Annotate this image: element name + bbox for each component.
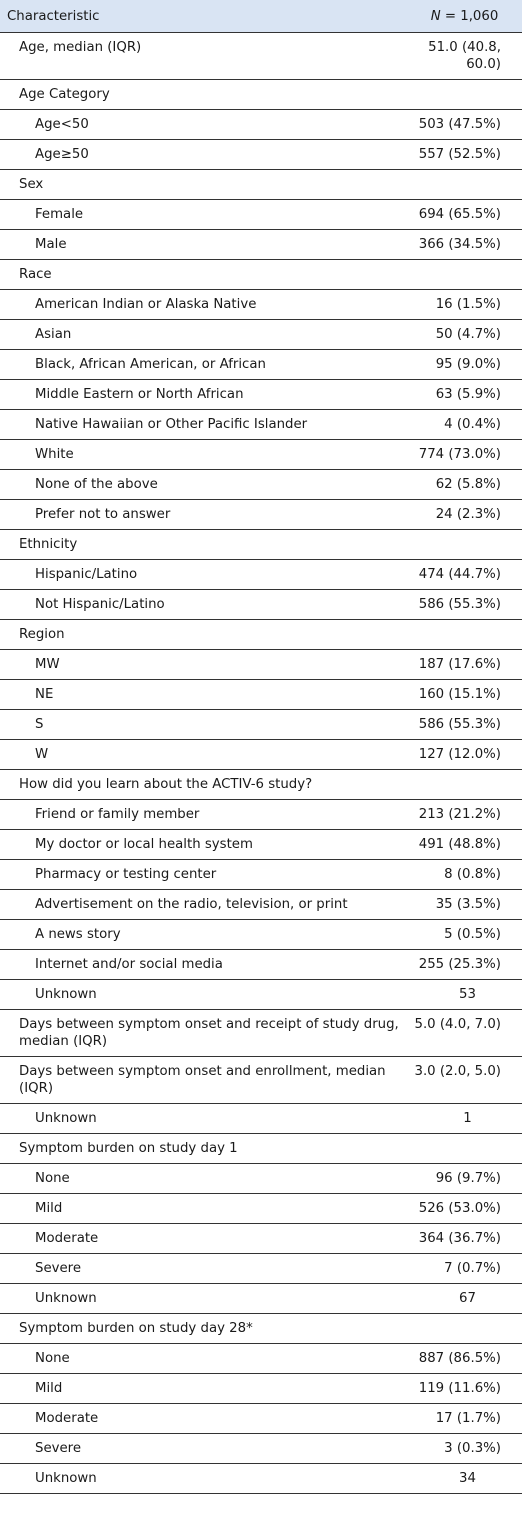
table-row: [0, 379, 522, 409]
table-row: [0, 319, 522, 349]
row-value: 127 (12.0%): [407, 739, 522, 769]
row-label: My doctor or local health system: [0, 829, 407, 859]
row-value: 694 (65.5%): [407, 199, 522, 229]
header-n-symbol: N: [430, 9, 441, 24]
table-row: [0, 1463, 522, 1493]
row-label: Age Category: [0, 79, 407, 109]
table-header-row: [0, 0, 522, 32]
table-row: [0, 1163, 522, 1193]
row-label: Hispanic/Latino: [0, 559, 407, 589]
table-row: [0, 469, 522, 499]
row-label: Female: [0, 199, 407, 229]
row-value: 119 (11.6%): [407, 1373, 522, 1403]
row-label: Asian: [0, 319, 407, 349]
row-value: 586 (55.3%): [407, 709, 522, 739]
row-label: Symptom burden on study day 28*: [0, 1313, 407, 1343]
row-value: 5 (0.5%): [407, 919, 522, 949]
row-label: Age<50: [0, 109, 407, 139]
header-sample-size: [407, 0, 522, 32]
row-value: 586 (55.3%): [407, 589, 522, 619]
row-label: Black, African American, or African: [0, 349, 407, 379]
row-value: 35 (3.5%): [407, 889, 522, 919]
row-label: Ethnicity: [0, 529, 407, 559]
row-value: 24 (2.3%): [407, 499, 522, 529]
row-value: 17 (1.7%): [407, 1403, 522, 1433]
row-label: Middle Eastern or North African: [0, 379, 407, 409]
table-row: [0, 139, 522, 169]
table-row: [0, 919, 522, 949]
row-label: NE: [0, 679, 407, 709]
row-label: None: [0, 1163, 407, 1193]
row-label: Unknown: [0, 979, 407, 1009]
row-value: 62 (5.8%): [407, 469, 522, 499]
row-label: Sex: [0, 169, 407, 199]
row-value: 887 (86.5%): [407, 1343, 522, 1373]
table-row: [0, 1193, 522, 1223]
table-row: [0, 289, 522, 319]
row-label: Unknown: [0, 1463, 407, 1493]
section-header-row: [0, 259, 522, 289]
section-header-row: [0, 619, 522, 649]
row-label: Pharmacy or testing center: [0, 859, 407, 889]
table-row: [0, 859, 522, 889]
row-label: Not Hispanic/Latino: [0, 589, 407, 619]
table-row: [0, 439, 522, 469]
row-value: [407, 619, 522, 649]
row-value: 3 (0.3%): [407, 1433, 522, 1463]
row-value: [407, 79, 522, 109]
row-label: Severe: [0, 1253, 407, 1283]
row-label: Days between symptom onset and receipt of study drug, median (IQR): [0, 1009, 407, 1056]
row-label: None of the above: [0, 469, 407, 499]
row-label: Age, median (IQR): [0, 32, 407, 79]
row-value: 16 (1.5%): [407, 289, 522, 319]
row-value: [407, 769, 522, 799]
row-value: 3.0 (2.0, 5.0): [407, 1056, 522, 1103]
row-value: 96 (9.7%): [407, 1163, 522, 1193]
section-header-row: [0, 769, 522, 799]
row-label: Male: [0, 229, 407, 259]
table-row: [0, 499, 522, 529]
row-value: 1: [407, 1103, 522, 1133]
table-row: [0, 409, 522, 439]
row-label: Prefer not to answer: [0, 499, 407, 529]
row-value: 51.0 (40.8, 60.0): [407, 32, 522, 79]
table-row: [0, 1223, 522, 1253]
table-row: [0, 1373, 522, 1403]
row-label: Symptom burden on study day 1: [0, 1133, 407, 1163]
row-label: Friend or family member: [0, 799, 407, 829]
row-label: Native Hawaiian or Other Pacific Islander: [0, 409, 407, 439]
row-value: 364 (36.7%): [407, 1223, 522, 1253]
row-value: 187 (17.6%): [407, 649, 522, 679]
row-label: Unknown: [0, 1103, 407, 1133]
row-label: Region: [0, 619, 407, 649]
table-row: [0, 679, 522, 709]
row-label: Race: [0, 259, 407, 289]
row-value: 526 (53.0%): [407, 1193, 522, 1223]
row-value: 63 (5.9%): [407, 379, 522, 409]
section-header-row: [0, 169, 522, 199]
row-label: None: [0, 1343, 407, 1373]
row-value: 67: [407, 1283, 522, 1313]
row-value: 50 (4.7%): [407, 319, 522, 349]
row-label: Unknown: [0, 1283, 407, 1313]
row-value: 491 (48.8%): [407, 829, 522, 859]
section-header-row: [0, 1313, 522, 1343]
table-row: [0, 1433, 522, 1463]
row-value: 366 (34.5%): [407, 229, 522, 259]
table-row: [0, 32, 522, 79]
table-row: [0, 1056, 522, 1103]
table-row: [0, 829, 522, 859]
row-value: 557 (52.5%): [407, 139, 522, 169]
row-label: W: [0, 739, 407, 769]
row-value: 7 (0.7%): [407, 1253, 522, 1283]
row-label: MW: [0, 649, 407, 679]
row-value: 34: [407, 1463, 522, 1493]
row-label: Moderate: [0, 1403, 407, 1433]
row-label: American Indian or Alaska Native: [0, 289, 407, 319]
row-label: Mild: [0, 1373, 407, 1403]
row-label: White: [0, 439, 407, 469]
section-header-row: [0, 79, 522, 109]
table-row: [0, 1283, 522, 1313]
table-row: [0, 799, 522, 829]
row-value: 8 (0.8%): [407, 859, 522, 889]
table-row: [0, 949, 522, 979]
table-row: [0, 1103, 522, 1133]
table-row: [0, 559, 522, 589]
row-label: Mild: [0, 1193, 407, 1223]
row-value: 774 (73.0%): [407, 439, 522, 469]
table-row: [0, 979, 522, 1009]
row-label: Advertisement on the radio, television, or print: [0, 889, 407, 919]
row-label: S: [0, 709, 407, 739]
table-row: [0, 199, 522, 229]
table-row: [0, 589, 522, 619]
row-value: 5.0 (4.0, 7.0): [407, 1009, 522, 1056]
header-characteristic: Characteristic: [0, 0, 407, 32]
table-row: [0, 649, 522, 679]
row-value: 474 (44.7%): [407, 559, 522, 589]
row-value: 213 (21.2%): [407, 799, 522, 829]
row-value: [407, 169, 522, 199]
table-row: [0, 229, 522, 259]
table-body: [0, 32, 522, 1493]
row-value: [407, 1313, 522, 1343]
table-row: [0, 1009, 522, 1056]
row-label: Days between symptom onset and enrollment, median (IQR): [0, 1056, 407, 1103]
header-n-value: = 1,060: [440, 9, 499, 24]
table-row: [0, 889, 522, 919]
row-value: [407, 1133, 522, 1163]
row-value: [407, 259, 522, 289]
row-label: Severe: [0, 1433, 407, 1463]
row-value: 503 (47.5%): [407, 109, 522, 139]
section-header-row: [0, 529, 522, 559]
table-row: [0, 1253, 522, 1283]
row-label: A news story: [0, 919, 407, 949]
table-row: [0, 1403, 522, 1433]
row-label: Internet and/or social media: [0, 949, 407, 979]
row-label: How did you learn about the ACTIV-6 study?: [0, 769, 407, 799]
row-value: 95 (9.0%): [407, 349, 522, 379]
row-label: Moderate: [0, 1223, 407, 1253]
row-value: 160 (15.1%): [407, 679, 522, 709]
row-value: 53: [407, 979, 522, 1009]
table-row: [0, 349, 522, 379]
table-row: [0, 109, 522, 139]
section-header-row: [0, 1133, 522, 1163]
row-value: [407, 529, 522, 559]
table-row: [0, 709, 522, 739]
row-label: Age≥50: [0, 139, 407, 169]
table-row: [0, 1343, 522, 1373]
table-row: [0, 739, 522, 769]
row-value: 4 (0.4%): [407, 409, 522, 439]
row-value: 255 (25.3%): [407, 949, 522, 979]
